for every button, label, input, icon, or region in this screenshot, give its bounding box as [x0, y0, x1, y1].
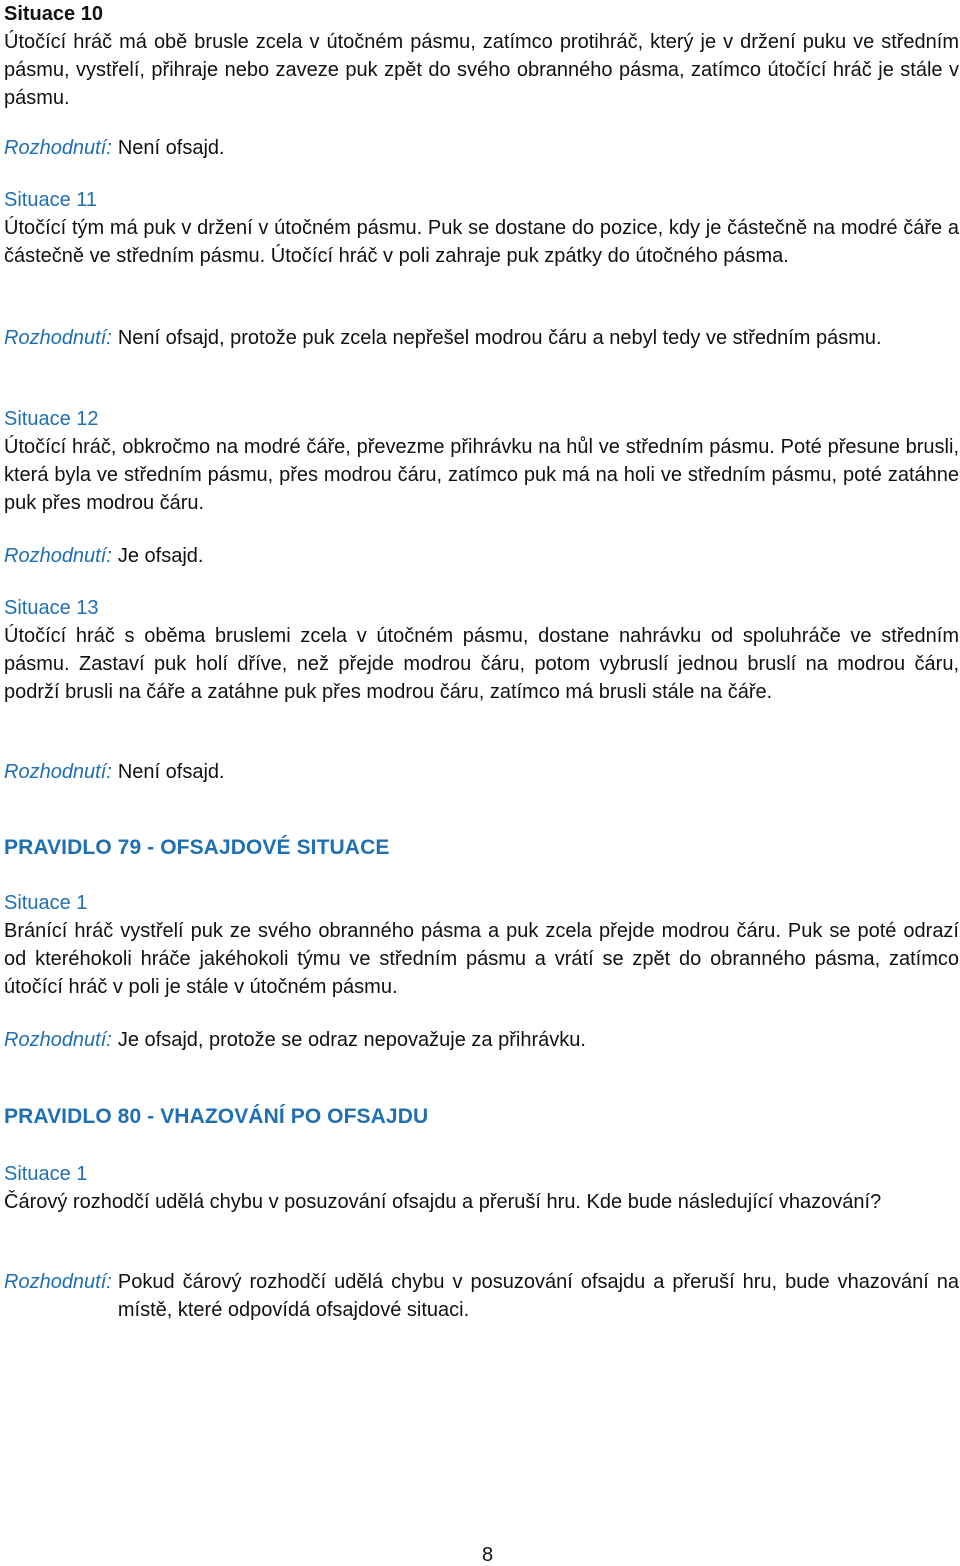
decision-text: Je ofsajd, protože se odraz nepovažuje za přihrávku. — [117, 1029, 586, 1051]
situation-title: Situace 1 — [4, 892, 88, 914]
situation-text: Útočící hráč má obě brusle zcela v útočném pásmu, zatímco protihráč, který je v držení puku ve středním pásmu, vystřelí, přihraje nebo zaveze puk zpět do svého obranného pásma, zatímco útočící hráč je stále v pásmu. — [4, 31, 959, 109]
situation-11 — [4, 186, 959, 270]
situation-12 — [4, 405, 959, 517]
rule-79-situation-1 — [4, 889, 959, 1001]
situation-text: Útočící tým má puk v držení v útočném pásmu. Puk se dostane do pozice, kdy je částečně na modré čáře a částečně ve středním pásmu. Útočící hráč v poli zahraje puk zpátky do útočného pásma. — [4, 217, 959, 267]
situation-text: Útočící hráč, obkročmo na modré čáře, převezme přihrávku na hůl ve středním pásmu. Poté přesune brusli, která byla ve středním pásmu, přes modrou čáru, zatímco puk má na holi ve středním pásmu, poté zatáhne puk přes modrou čáru. — [4, 436, 959, 514]
rule-80-situation-1 — [4, 1160, 959, 1216]
decision-label: Rozhodnutí: — [4, 545, 112, 567]
decision-label: Rozhodnutí: — [4, 761, 112, 783]
situation-text: Čárový rozhodčí udělá chybu v posuzování ofsajdu a přeruší hru. Kde bude následující vhazování? — [4, 1191, 882, 1213]
situation-text: Útočící hráč s oběma bruslemi zcela v útočném pásmu, dostane nahrávku od spoluhráče ve středním pásmu. Zastaví puk holí dříve, než přejde modrou čáru, potom vybruslí jednou bruslí na modrou čáru, podrží brusli na čáře a zatáhne puk přes modrou čáru, zatímco má brusli stále na čáře. — [4, 625, 959, 703]
decision-text: Není ofsajd. — [117, 761, 225, 783]
decision-12 — [4, 542, 959, 570]
decision-10 — [4, 134, 959, 162]
rule-80-heading: PRAVIDLO 80 - VHAZOVÁNÍ PO OFSAJDU — [4, 1105, 429, 1128]
decision-label: Rozhodnutí: — [4, 1029, 112, 1051]
situation-10 — [4, 0, 959, 112]
page-number: 8 — [482, 1544, 494, 1566]
rule-80-decision — [4, 1268, 959, 1324]
situation-title: Situace 11 — [4, 189, 98, 211]
decision-text: Je ofsajd. — [117, 545, 204, 567]
situation-title: Situace 13 — [4, 597, 99, 619]
decision-text: Pokud čárový rozhodčí udělá chybu v posuzování ofsajdu a přeruší hru, bude vhazování na místě, které odpovídá ofsajdové situaci. — [117, 1271, 959, 1321]
decision-13 — [4, 758, 959, 786]
decision-label: Rozhodnutí: — [4, 1271, 112, 1293]
situation-13 — [4, 594, 959, 706]
situation-title: Situace 1 — [4, 1163, 88, 1185]
decision-text: Není ofsajd, protože puk zcela nepřešel modrou čáru a nebyl tedy ve středním pásmu. — [117, 327, 882, 349]
document-page — [4, 0, 959, 1564]
decision-label: Rozhodnutí: — [4, 327, 112, 349]
situation-title: Situace 12 — [4, 408, 99, 430]
decision-label: Rozhodnutí: — [4, 137, 112, 159]
rule-79-decision — [4, 1026, 959, 1054]
situation-title: Situace 10 — [4, 3, 103, 25]
situation-text: Bránící hráč vystřelí puk ze svého obranného pásma a puk zcela přejde modrou čáru. Puk se poté odrazí od kteréhokoli hráče jakéhokoli týmu ve středním pásmu a vrátí se zpět do obranného pásma, zatímco útočící hráč v poli je stále v útočném pásmu. — [4, 920, 959, 998]
decision-text: Není ofsajd. — [117, 137, 225, 159]
decision-11 — [4, 324, 959, 352]
rule-79-heading: PRAVIDLO 79 - OFSAJDOVÉ SITUACE — [4, 836, 390, 859]
